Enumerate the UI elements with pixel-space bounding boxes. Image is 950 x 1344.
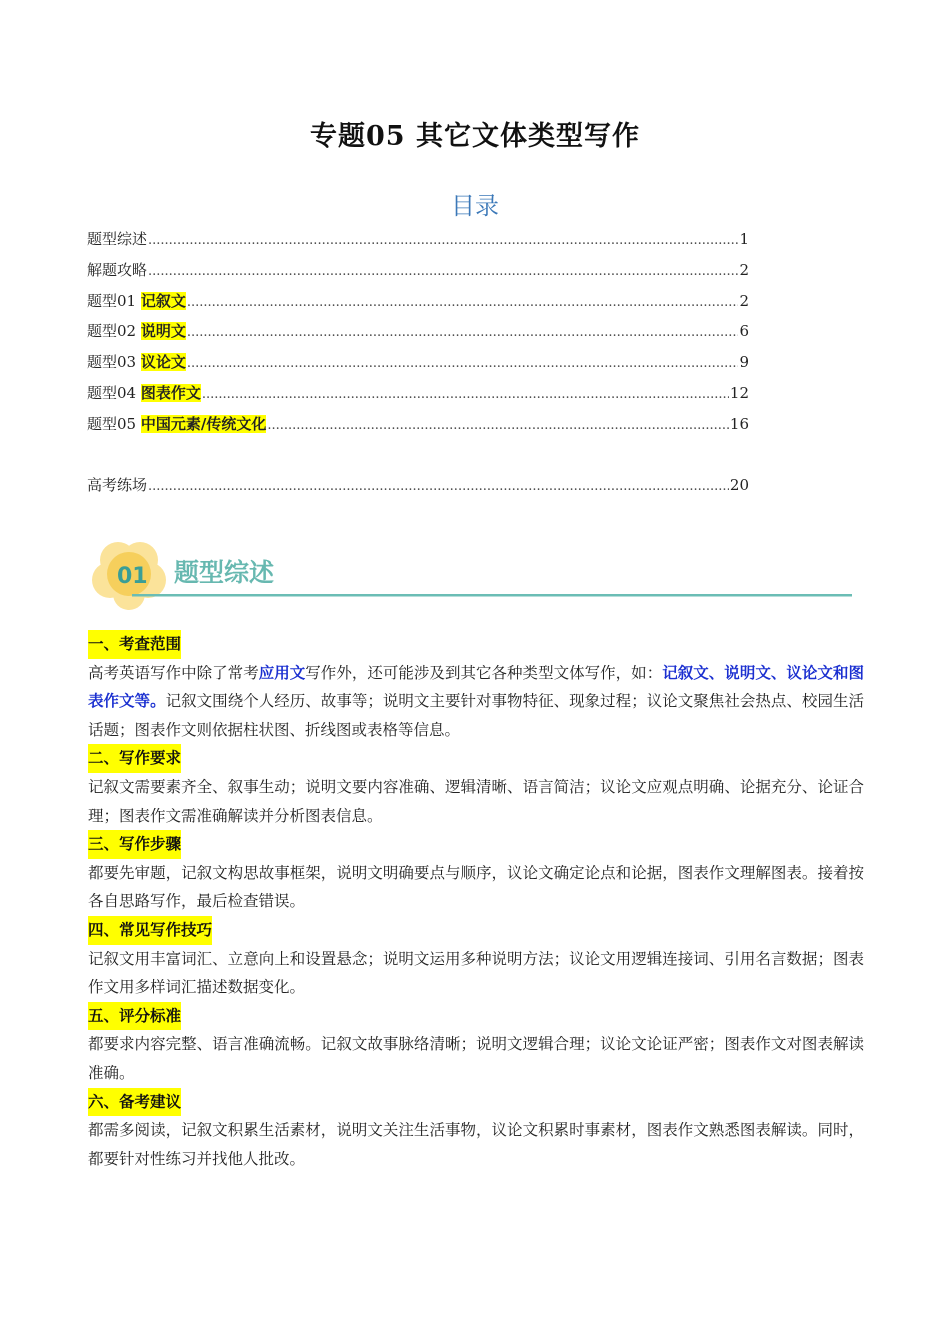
toc-leader [148, 264, 738, 279]
toc-row[interactable] [87, 382, 749, 413]
table-of-contents [87, 228, 749, 504]
page-title: 专题05 其它文体类型写作 [310, 121, 640, 152]
toc-leader [148, 479, 729, 494]
toc-page: 9 [739, 353, 749, 372]
section-body: 记叙文用丰富词汇、立意向上和设置悬念；说明文运用多种说明方法；议论文用逻辑连接词、引用名言数据；图表作文用多样词汇描述数据变化。 [88, 949, 864, 997]
toc-highlight: 议论文 [140, 353, 186, 372]
toc-page: 2 [739, 260, 749, 279]
banner-number: 01 [117, 564, 148, 589]
section-heading: 六、备考建议 [88, 1088, 181, 1117]
section-body: 记叙文需要素齐全、叙事生动；说明文要内容准确、逻辑清晰、语言简洁；议论文应观点明确、论据充分、论证合理；图表作文需准确解读并分析图表信息。 [88, 777, 864, 825]
toc-label: 题型03 议论文 [87, 353, 186, 372]
section-heading: 一、考查范围 [88, 630, 181, 659]
toc-highlight: 说明文 [140, 322, 186, 341]
section-body: 都要求内容完整、语言准确流畅。记叙文故事脉络清晰；说明文逻辑合理；议论文论证严密；图表作文对图表解读准确。 [88, 1035, 864, 1082]
toc-page: 12 [729, 383, 749, 402]
toc-row[interactable] [87, 413, 749, 444]
section-heading: 三、写作步骤 [88, 830, 181, 859]
toc-label: 题型01 记叙文 [87, 291, 186, 310]
toc-leader [187, 356, 739, 371]
toc-label: 题型综述 [87, 230, 148, 248]
banner-underline [132, 594, 852, 597]
toc-page: 6 [739, 322, 749, 341]
toc-heading: 目录 [451, 192, 499, 220]
section-heading: 二、写作要求 [88, 744, 181, 773]
toc-row[interactable] [87, 259, 749, 290]
toc-leader [267, 418, 729, 433]
section-heading: 五、评分标准 [88, 1002, 181, 1031]
toc-row[interactable] [87, 474, 749, 505]
toc-row[interactable] [87, 228, 749, 259]
toc-row[interactable] [87, 320, 749, 351]
section-body: 都要先审题，记叙文构思故事框架，说明文明确要点与顺序，议论文确定论点和论据，图表作文理解图表。接着按各自思路写作，最后检查错误。 [88, 863, 864, 911]
toc-label: 解题攻略 [87, 260, 148, 279]
toc-page: 2 [739, 291, 749, 310]
toc-page: 20 [729, 475, 749, 494]
toc-highlight: 中国元素/传统文化 [140, 414, 267, 433]
toc-leader [187, 325, 739, 340]
toc-page: 16 [729, 414, 749, 433]
banner-title: 题型综述 [174, 558, 275, 587]
toc-row[interactable] [87, 290, 749, 321]
toc-label: 题型04 图表作文 [87, 383, 201, 402]
toc-highlight: 图表作文 [140, 383, 201, 402]
toc-highlight: 记叙文 [140, 291, 186, 310]
toc-leader [148, 233, 738, 248]
toc-page: 1 [739, 230, 749, 248]
toc-leader [202, 387, 729, 402]
section-body: 都需多阅读，记叙文积累生活素材，说明文关注生活事物，议论文积累时事素材，图表作文熟悉图表解读。同时，都要针对性练习并找他人批改。 [88, 1121, 864, 1168]
toc-label: 高考练场 [87, 475, 148, 494]
overview-content [88, 630, 864, 1173]
toc-leader [187, 295, 739, 310]
section-body: 高考英语写作中除了常考应用文写作外，还可能涉及到其它各种类型文体写作，如：记叙文、说明文、议论文和图表作文等。记叙文围绕个人经历、故事等；说明文主要针对事物特征、现象过程；议论文聚焦社会热点、校园生活话题；图表作文则依据柱状图、折线图或表格等信息。 [88, 662, 864, 739]
toc-label: 题型05 中国元素/传统文化 [87, 414, 267, 433]
section-banner [88, 538, 854, 610]
toc-label: 题型02 说明文 [87, 322, 186, 341]
toc-row[interactable] [87, 351, 749, 382]
section-heading: 四、常见写作技巧 [88, 916, 212, 945]
